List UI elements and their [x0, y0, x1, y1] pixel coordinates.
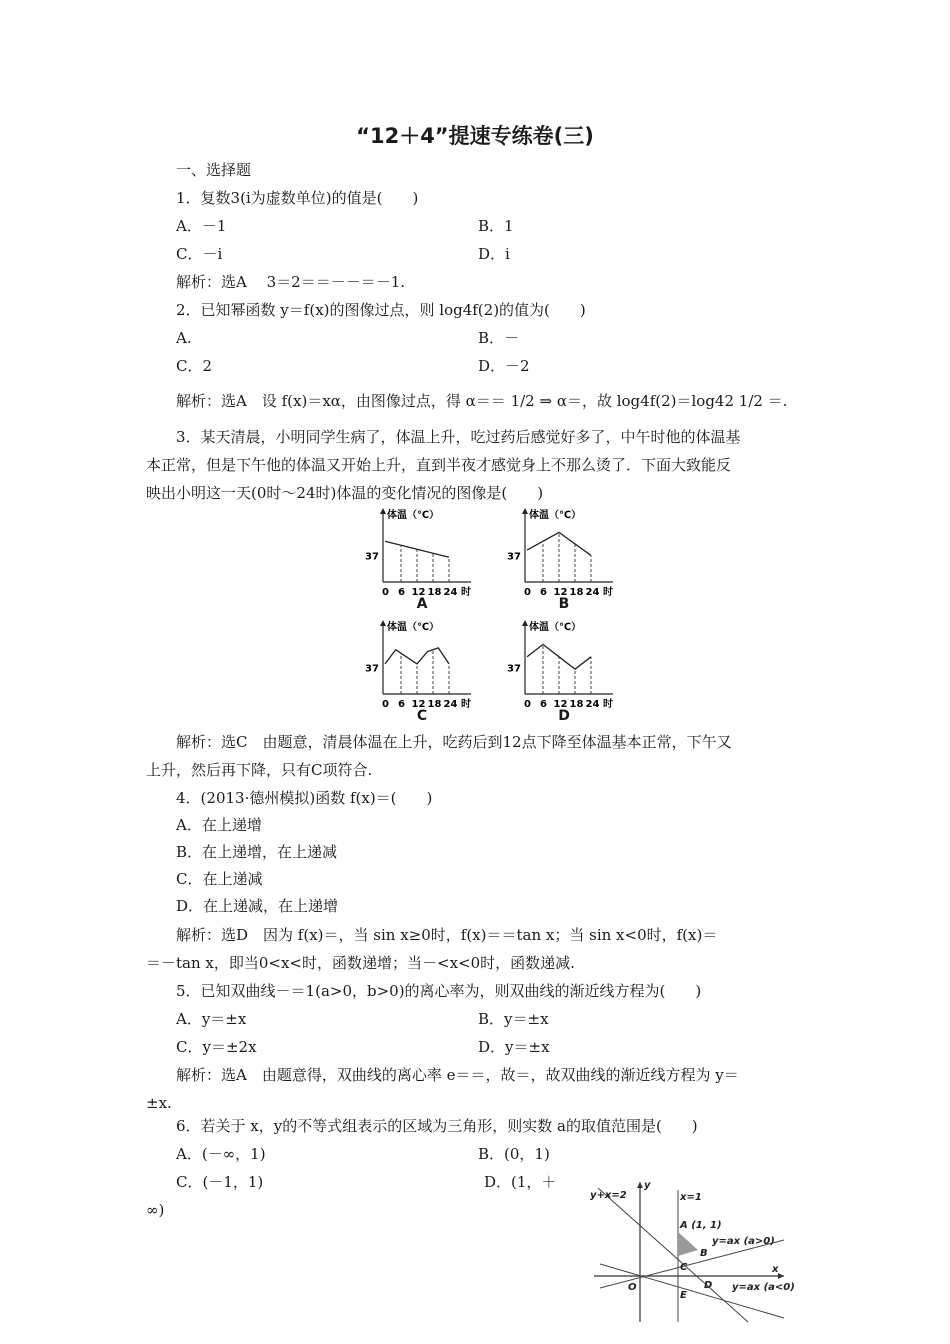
x-tick-label: 0 [524, 587, 531, 598]
label-d: D [704, 1280, 713, 1291]
label-b: B [700, 1248, 708, 1259]
q5-option-d: D．y＝±x [478, 1038, 550, 1056]
chart-c [363, 618, 483, 708]
chart-a-svg [363, 506, 483, 596]
chart-d [505, 618, 625, 708]
q5-option-c: C．y＝±2x [176, 1038, 257, 1056]
y-axis-arrow [522, 508, 528, 514]
q3-stem-line3: 映出小明这一天(0时～24时)体温的变化情况的图像是( ) [146, 484, 544, 502]
q1-solution: 解析：选A 3＝2＝＝－－＝－1. [176, 273, 406, 291]
q6-stem: 6．若关于 x，y的不等式组表示的区域为三角形，则实数 a的取值范围是( ) [176, 1117, 698, 1135]
x-axis-label: 时 [603, 587, 613, 598]
q2-option-b: B．－ [478, 329, 520, 347]
q4-option-a: A．在上递增 [176, 816, 262, 834]
triangle-region [678, 1232, 698, 1256]
q1-option-b: B．1 [478, 217, 514, 235]
y-tick-label: 37 [507, 663, 521, 675]
x-axis-arrow [778, 1273, 784, 1279]
label-y-plus-x: y+x=2 [590, 1190, 627, 1201]
q2-option-c: C．2 [176, 357, 213, 375]
temperature-line [527, 644, 591, 669]
x-axis-label: 时 [461, 587, 471, 598]
chart-d-caption: D [558, 708, 570, 724]
chart-b-caption: B [558, 596, 570, 612]
x-tick-label: 6 [540, 587, 547, 598]
chart-c-caption: C [416, 708, 428, 724]
label-y: y [644, 1180, 651, 1191]
label-ax-pos: y=ax (a>0) [712, 1236, 775, 1247]
y-axis-label: 体温（℃） [529, 622, 582, 633]
y-axis-arrow [380, 620, 386, 626]
q5-solution-line2: ±x. [146, 1094, 172, 1112]
q6-option-b: B．(0，1) [478, 1145, 550, 1163]
label-x-1: x=1 [680, 1192, 702, 1203]
x-tick-label: 24 [443, 587, 458, 598]
q1-option-d: D．i [478, 245, 510, 263]
chart-a-caption: A [416, 596, 428, 612]
x-tick-label: 6 [398, 699, 405, 710]
y-axis-arrow [380, 508, 386, 514]
x-tick-label: 12 [553, 699, 568, 710]
q2-option-a: A. [176, 329, 192, 347]
q3-stem-line2: 本正常，但是下午他的体温又开始上升，直到半夜才感觉身上不那么烫了．下面大致能反 [146, 456, 732, 474]
q3-stem-line1: 3．某天清晨，小明同学生病了，体温上升，吃过药后感觉好多了，中午时他的体温基 [176, 428, 741, 446]
chart-b-svg [505, 506, 625, 596]
chart-d-svg [505, 618, 625, 708]
y-axis-arrow [637, 1182, 643, 1188]
q6-option-d: D．(1，＋ [484, 1173, 557, 1191]
q5-solution-line1: 解析：选A 由题意得，双曲线的离心率 e＝＝，故＝，故双曲线的渐近线方程为 y＝ [176, 1066, 739, 1084]
x-tick-label: 24 [585, 699, 600, 710]
x-tick-label: 24 [585, 587, 600, 598]
x-axis-label: 时 [603, 699, 613, 710]
q4-option-c: C．在上递减 [176, 870, 263, 888]
q5-option-a: A．y＝±x [176, 1010, 247, 1028]
q5-option-b: B．y＝±x [478, 1010, 549, 1028]
q3-solution-line1: 解析：选C 由题意，清晨体温在上升，吃药后到12点下降至体温基本正常，下午又 [176, 733, 732, 751]
q4-solution-line2: ＝－tan x，即当0<x<时，函数递增；当－<x<0时，函数递减. [146, 954, 575, 972]
y-tick-label: 37 [365, 551, 379, 563]
q4-stem: 4．(2013·德州模拟)函数 f(x)＝( ) [176, 789, 433, 807]
q1-option-a: A．－1 [176, 217, 227, 235]
x-tick-label: 0 [524, 699, 531, 710]
x-tick-label: 18 [569, 587, 584, 598]
label-a: A (1, 1) [680, 1220, 722, 1231]
x-tick-label: 18 [427, 587, 442, 598]
x-tick-label: 0 [382, 587, 389, 598]
q1-stem: 1．复数3(i为虚数单位)的值是( ) [176, 189, 419, 207]
section-heading: 一、选择题 [176, 161, 252, 179]
chart-c-svg [363, 618, 483, 708]
chart-a [363, 506, 483, 596]
q6-option-c: C．(－1，1) [176, 1173, 264, 1191]
y-tick-label: 37 [507, 551, 521, 563]
q6-option-a: A．(－∞，1) [176, 1145, 266, 1163]
x-tick-label: 18 [427, 699, 442, 710]
x-tick-label: 0 [382, 699, 389, 710]
q4-option-d: D．在上递减，在上递增 [176, 897, 339, 915]
x-tick-label: 18 [569, 699, 584, 710]
q2-option-d: D．－2 [478, 357, 530, 375]
chart-b [505, 506, 625, 596]
q2-solution: 解析：选A 设 f(x)＝xα，由图像过点，得 α＝＝ 1/2 ⇒ α＝，故 log4f(2)＝log42 1/2 ＝. [176, 392, 788, 410]
q5-stem: 5．已知双曲线－＝1(a>0，b>0)的离心率为，则双曲线的渐近线方程为( ) [176, 982, 702, 1000]
x-tick-label: 12 [411, 587, 426, 598]
label-c: C [680, 1262, 688, 1273]
q6-figure-svg [588, 1176, 795, 1324]
x-tick-label: 12 [411, 699, 426, 710]
temperature-line [385, 648, 449, 664]
y-tick-label: 37 [365, 663, 379, 675]
label-o: O [628, 1282, 637, 1293]
x-tick-label: 6 [540, 699, 547, 710]
q2-stem: 2．已知幂函数 y＝f(x)的图像过点，则 log4f(2)的值为( ) [176, 301, 586, 319]
label-x: x [772, 1264, 779, 1275]
label-ax-neg: y=ax (a<0) [732, 1282, 795, 1293]
x-tick-label: 24 [443, 699, 458, 710]
y-axis-arrow [522, 620, 528, 626]
q6-option-d-cont: ∞) [146, 1201, 165, 1219]
label-e: E [680, 1290, 687, 1301]
y-axis-label: 体温（℃） [529, 510, 582, 521]
x-tick-label: 6 [398, 587, 405, 598]
q6-figure [588, 1176, 795, 1328]
x-axis-label: 时 [461, 699, 471, 710]
q3-solution-line2: 上升，然后再下降，只有C项符合. [146, 761, 373, 779]
y-axis-label: 体温（℃） [387, 510, 440, 521]
q1-option-c: C．－i [176, 245, 223, 263]
page-title: “12＋4”提速专练卷(三) [356, 124, 594, 148]
y-axis-label: 体温（℃） [387, 622, 440, 633]
q4-solution-line1: 解析：选D 因为 f(x)＝，当 sin x≥0时，f(x)＝＝tan x；当 sin x<0时，f(x)＝ [176, 926, 718, 944]
x-tick-label: 12 [553, 587, 568, 598]
q4-option-b: B．在上递增，在上递减 [176, 843, 338, 861]
